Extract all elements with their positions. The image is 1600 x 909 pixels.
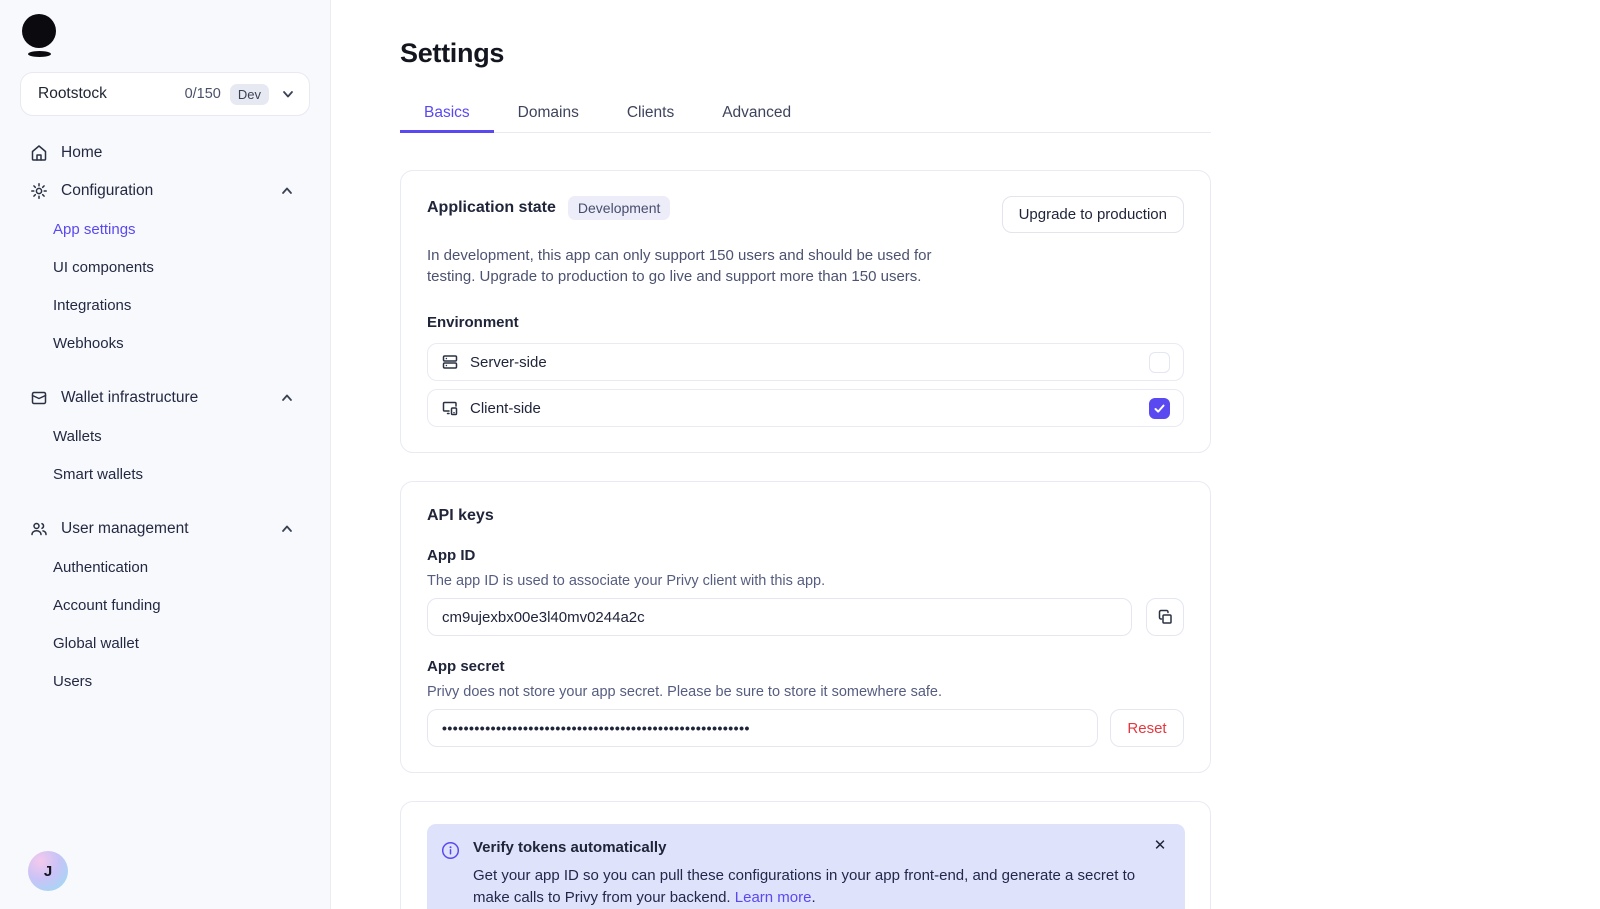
client-side-checkbox[interactable] bbox=[1149, 398, 1170, 419]
server-side-option[interactable] bbox=[427, 343, 1184, 381]
sidebar-nav bbox=[0, 134, 330, 700]
sidebar-item-label: Configuration bbox=[61, 182, 154, 199]
chevron-up-icon[interactable] bbox=[280, 391, 294, 405]
server-icon bbox=[441, 353, 459, 371]
server-side-checkbox[interactable] bbox=[1149, 352, 1170, 373]
sidebar-item-wallet-infrastructure[interactable] bbox=[0, 379, 330, 417]
api-keys-title: API keys bbox=[427, 507, 494, 524]
sidebar-item-webhooks[interactable]: Webhooks bbox=[53, 334, 124, 352]
tab-clients[interactable]: Clients bbox=[626, 104, 675, 121]
app-id-input[interactable] bbox=[427, 598, 1132, 636]
chevron-down-icon bbox=[281, 87, 295, 101]
app-secret-label: App secret bbox=[427, 658, 505, 675]
app-id-label: App ID bbox=[427, 547, 476, 564]
sidebar-item-global-wallet[interactable]: Global wallet bbox=[53, 634, 139, 652]
workspace-name: Rootstock bbox=[38, 85, 107, 102]
sidebar-item-account-funding[interactable]: Account funding bbox=[53, 596, 161, 614]
app-secret-input[interactable] bbox=[427, 709, 1098, 747]
sidebar-item-users[interactable]: Users bbox=[53, 672, 93, 690]
info-icon bbox=[441, 841, 460, 860]
privy-logo bbox=[22, 14, 58, 62]
sidebar-item-authentication[interactable]: Authentication bbox=[53, 558, 149, 576]
server-side-label: Server-side bbox=[470, 353, 547, 371]
sidebar-item-label: Home bbox=[61, 144, 103, 161]
sidebar-item-wallets[interactable]: Wallets bbox=[53, 427, 102, 445]
application-state-title-text: Application state bbox=[427, 199, 556, 216]
tab-advanced[interactable]: Advanced bbox=[722, 104, 792, 121]
learn-more-link[interactable]: Learn more bbox=[734, 888, 812, 906]
environment-label: Environment bbox=[427, 314, 519, 331]
workspace-env-badge: Dev bbox=[230, 84, 269, 105]
client-side-option[interactable] bbox=[427, 389, 1184, 427]
copy-app-id-button[interactable] bbox=[1146, 598, 1184, 636]
app-id-description: The app ID is used to associate your Privy client with this app. bbox=[427, 573, 826, 589]
gear-icon bbox=[30, 182, 48, 200]
client-side-label: Client-side bbox=[470, 399, 541, 417]
application-state-title bbox=[427, 196, 670, 220]
devices-icon bbox=[441, 399, 459, 417]
sidebar-item-label: User management bbox=[61, 520, 189, 537]
api-keys-card bbox=[400, 481, 1211, 773]
app-secret-description: Privy does not store your app secret. Please be sure to store it somewhere safe. bbox=[427, 684, 943, 700]
banner-body bbox=[473, 865, 1139, 908]
banner-body-text: Get your app ID so you can pull these configurations in your app front-end, and generate a secret to make calls to Privy from your backend. bbox=[473, 867, 1136, 906]
settings-tabs bbox=[400, 96, 1211, 133]
main-content bbox=[331, 0, 1600, 909]
wallet-icon bbox=[30, 389, 48, 407]
application-state-description: In development, this app can only support 150 users and should be used for testing. Upgrade to production to go live and support more than 150 users. bbox=[427, 247, 932, 285]
workspace-selector[interactable] bbox=[20, 72, 310, 116]
privy-logo-head-icon bbox=[22, 14, 56, 48]
reset-secret-button[interactable]: Reset bbox=[1110, 709, 1184, 747]
chevron-up-icon[interactable] bbox=[280, 522, 294, 536]
sidebar-item-app-settings[interactable]: App settings bbox=[53, 220, 136, 238]
token-verification-card bbox=[400, 801, 1211, 909]
sidebar bbox=[0, 0, 331, 909]
close-icon[interactable]: ✕ bbox=[1153, 837, 1167, 854]
sidebar-item-label: Wallet infrastructure bbox=[61, 389, 199, 406]
tab-domains[interactable]: Domains bbox=[517, 104, 579, 121]
banner-period: . bbox=[811, 888, 816, 906]
home-icon bbox=[30, 144, 48, 162]
chevron-up-icon[interactable] bbox=[280, 184, 294, 198]
sidebar-item-integrations[interactable]: Integrations bbox=[53, 296, 132, 314]
users-icon bbox=[30, 520, 48, 538]
sidebar-item-user-management[interactable] bbox=[0, 510, 330, 548]
privy-logo-chin-icon bbox=[28, 51, 51, 57]
banner-title: Verify tokens automatically bbox=[473, 839, 667, 856]
application-state-card bbox=[400, 170, 1211, 453]
copy-icon bbox=[1157, 609, 1174, 626]
page-title: Settings bbox=[400, 38, 505, 68]
sidebar-item-configuration[interactable] bbox=[0, 172, 330, 210]
sidebar-item-ui-components[interactable]: UI components bbox=[53, 258, 154, 276]
sidebar-item-home[interactable] bbox=[0, 134, 330, 172]
user-avatar[interactable]: J bbox=[28, 851, 68, 891]
development-badge: Development bbox=[568, 196, 671, 220]
tab-basics[interactable]: Basics bbox=[400, 96, 494, 133]
workspace-usage: 0/150 bbox=[184, 86, 221, 102]
sidebar-item-smart-wallets[interactable]: Smart wallets bbox=[53, 465, 144, 483]
upgrade-to-production-button[interactable]: Upgrade to production bbox=[1002, 196, 1184, 233]
verify-tokens-banner bbox=[427, 824, 1185, 909]
